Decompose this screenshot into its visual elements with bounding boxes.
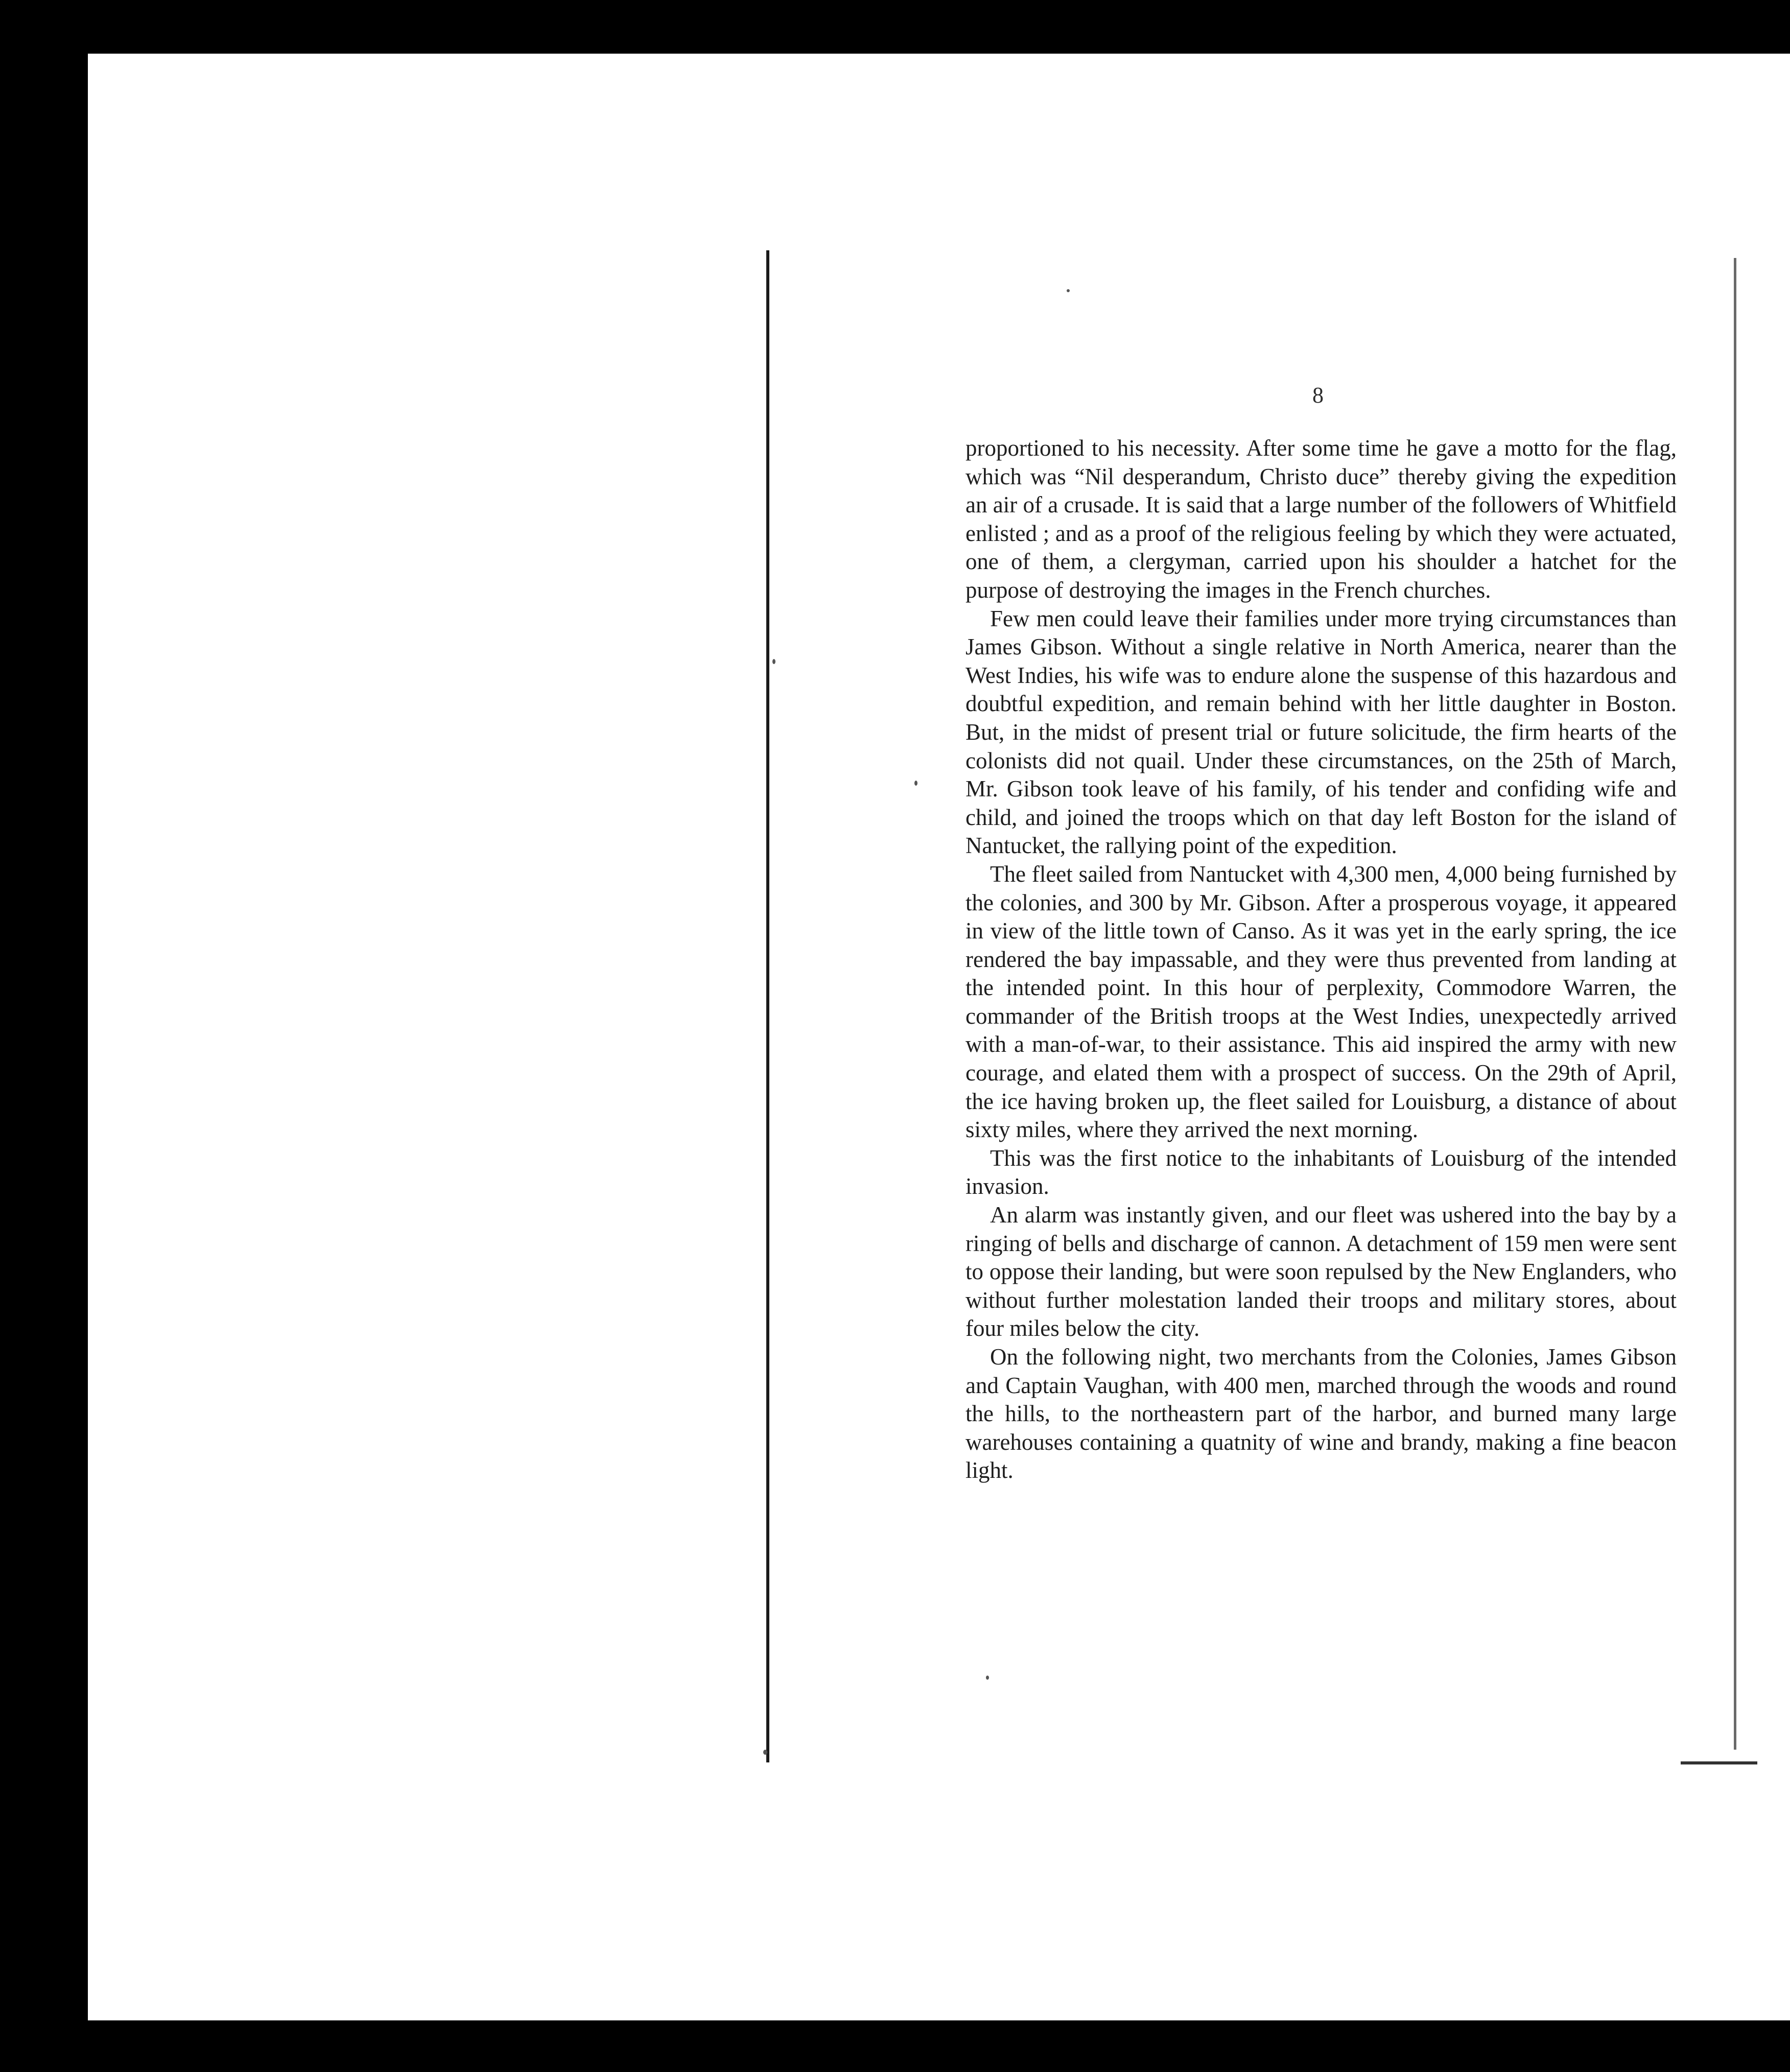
paragraph-6: On the following night, two merchants from the Colonies, James Gibson and Captain Vaughan, with 400 men, marched through the woods and round the hills, to the northeastern part of the harbor, and burned many large warehouses containing a quatnity of wine and brandy, making a fine beacon light. — [965, 1344, 1677, 1484]
scan-speck — [986, 1676, 989, 1680]
page-number: 8 — [1312, 383, 1324, 408]
paragraph-1: proportioned to his necessity. After some time he gave a motto for the flag, which was “Nil desperandum, Christo duce” thereby giving the expedition an air of a crusade. It is said that a large number of the followers of Whitfield enlisted ; and as a proof of the religious feeling by which they were actuated, one of them, a clergyman, carried upon his shoulder a hatchet for the purpose of destroying the images in the French churches. — [965, 435, 1677, 603]
body-text — [965, 434, 1677, 1485]
scan-speck — [914, 781, 917, 786]
scan-speck — [763, 1750, 767, 1755]
scan-dark-border — [60, 31, 91, 2064]
paragraph-4: This was the first notice to the inhabitants of Louisburg of the intended invasion. — [965, 1145, 1677, 1199]
paragraph-5: An alarm was instantly given, and our fleet was ushered into the bay by a ringing of bells and discharge of cannon. A detachment of 159 men were sent to oppose their landing, but were soon repulsed by the New Englanders, who without further molestation landed their troops and military stores, about four miles below the city. — [965, 1202, 1677, 1341]
page-edge-bottom — [1681, 1761, 1757, 1764]
page-edge-right — [1734, 258, 1736, 1750]
paragraph-3: The fleet sailed from Nantucket with 4,300 men, 4,000 being furnished by the colonies, and 300 by Mr. Gibson. After a prosperous voyage, it appeared in view of the little town of Canso. As it was yet in the early spring, the ice rendered the bay impassable, and they were thus prevented from landing at the intended point. In this hour of perplexity, Commodore Warren, the commander of the British troops at the West Indies, unexpectedly arrived with a man-of-war, to their assistance. This aid inspired the army with new courage, and elated them with a prospect of success. On the 29th of April, the ice having broken up, the fleet sailed for Louisburg, a distance of about sixty miles, where they arrived the next morning. — [965, 861, 1677, 1143]
paragraph-2: Few men could leave their families under more trying circumstances than James Gibson. Without a single relative in North America, nearer than the West Indies, his wife was to endure alone the suspense of this hazardous and doubtful expedition, and remain behind with her little daughter in Boston. But, in the midst of present trial or future solicitude, the firm hearts of the colonists did not quail. Under these circumstances, on the 25th of March, Mr. Gibson took leave of his family, of his tender and confiding wife and child, and joined the troops which on that day left Boston for the island of Nantucket, the rallying point of the expedition. — [965, 605, 1677, 859]
scan-speck — [772, 659, 775, 664]
scan-speck — [1067, 289, 1070, 292]
